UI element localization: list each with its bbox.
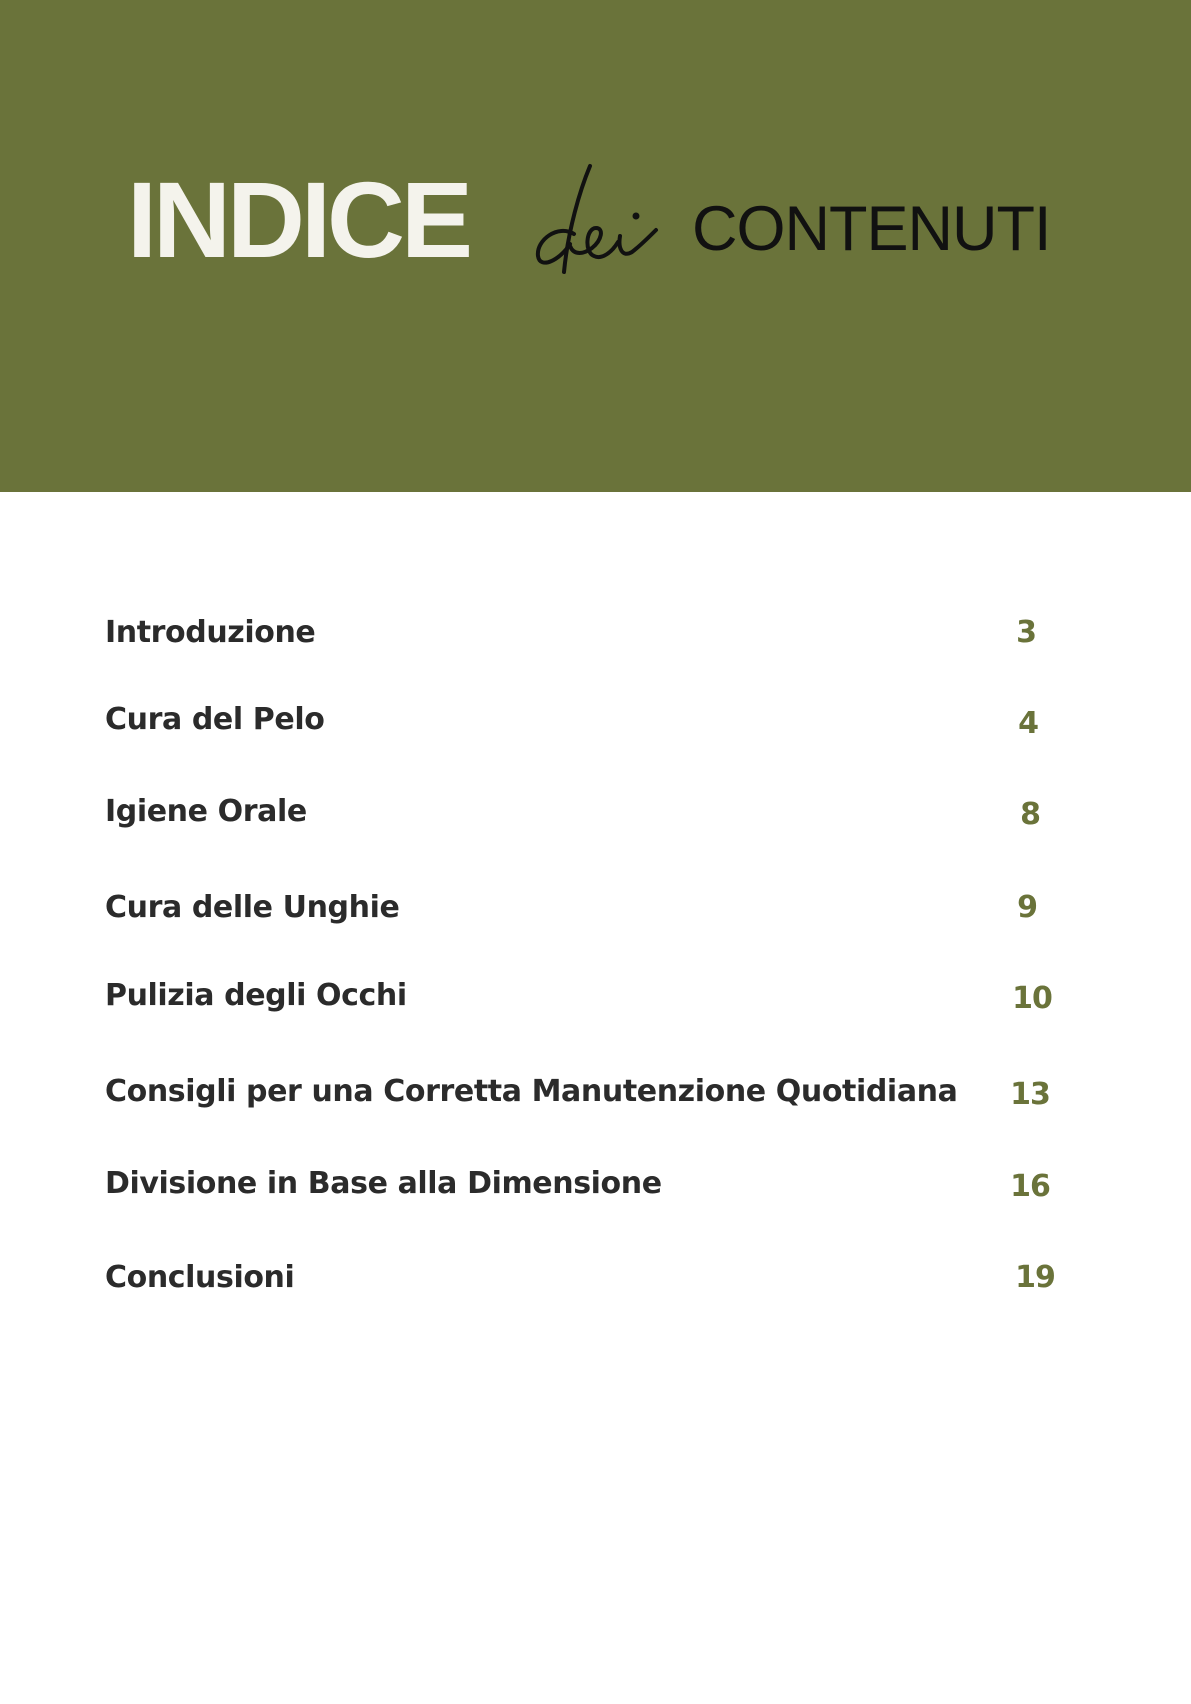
toc-entry-page: 19	[1015, 1260, 1055, 1295]
toc-entry-label[interactable]: Pulizia degli Occhi	[105, 978, 407, 1013]
toc-entry-page: 4	[1018, 706, 1038, 741]
toc-entry-page: 13	[1010, 1077, 1050, 1112]
toc-entry-label[interactable]: Consigli per una Corretta Manutenzione Quotidiana	[105, 1074, 958, 1109]
toc-entry-page: 16	[1010, 1169, 1050, 1204]
toc-entry-label[interactable]: Cura del Pelo	[105, 702, 325, 737]
toc-entry-page: 9	[1017, 890, 1037, 925]
toc-entry-label[interactable]: Conclusioni	[105, 1260, 295, 1295]
toc-entry-page: 3	[1016, 615, 1036, 650]
toc-entry-label[interactable]: Igiene Orale	[105, 794, 307, 829]
toc-entry-label[interactable]: Introduzione	[105, 615, 316, 650]
toc-entry-label[interactable]: Cura delle Unghie	[105, 890, 400, 925]
title-main: INDICE	[127, 159, 470, 280]
toc-entry-label[interactable]: Divisione in Base alla Dimensione	[105, 1166, 662, 1201]
title-tail: CONTENUTI	[692, 194, 1051, 264]
toc-entry-page: 8	[1020, 797, 1040, 832]
toc-entry-page: 10	[1012, 981, 1052, 1016]
